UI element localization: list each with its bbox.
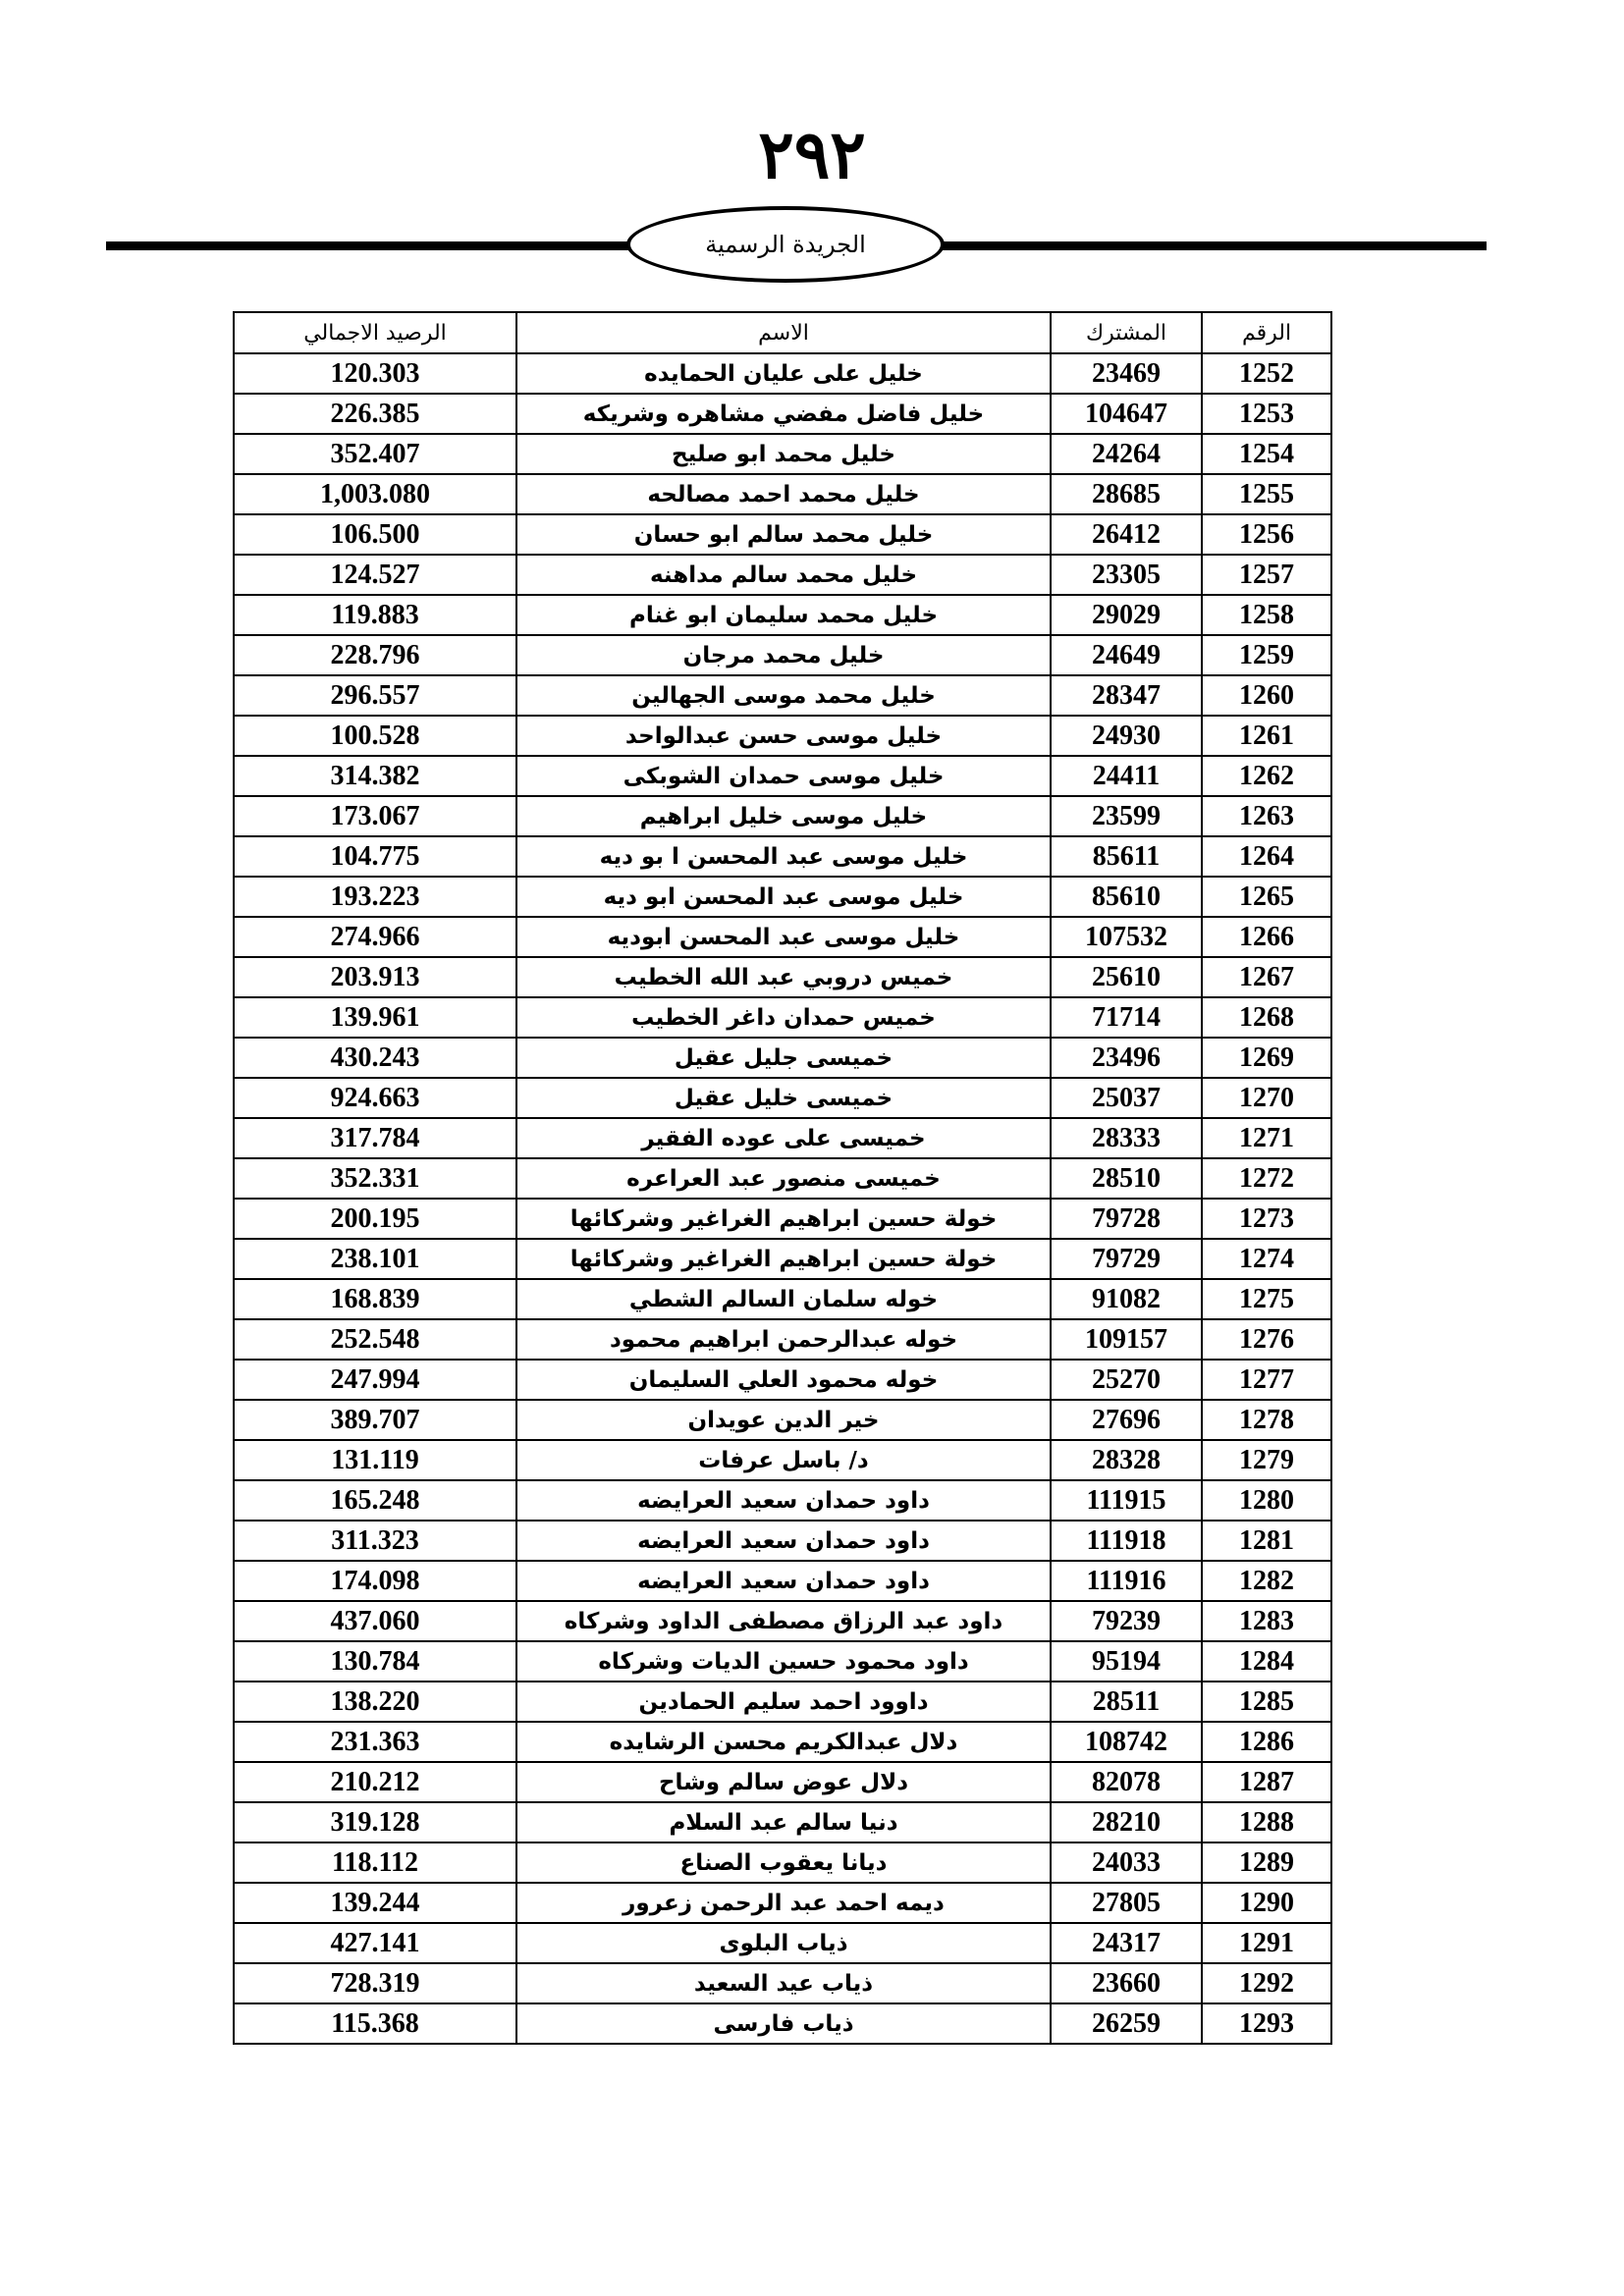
balance-cell: 130.784: [234, 1641, 516, 1682]
row-number-cell: 1268: [1202, 997, 1331, 1038]
table-row: [234, 1641, 1331, 1682]
name-cell: خليل محمد سليمان ابو غنام: [516, 595, 1051, 635]
subscriber-id-cell: 91082: [1051, 1279, 1202, 1319]
name-cell: خميسى خليل عقيل: [516, 1078, 1051, 1118]
column-header-number: الرقم: [1202, 312, 1331, 353]
subscriber-id-cell: 111918: [1051, 1521, 1202, 1561]
name-cell: دلال عبدالكريم محسن الرشايده: [516, 1722, 1051, 1762]
subscriber-id-cell: 27696: [1051, 1400, 1202, 1440]
table-row: [234, 1199, 1331, 1239]
subscriber-id-cell: 23496: [1051, 1038, 1202, 1078]
name-cell: ذياب فارسى: [516, 2003, 1051, 2044]
balance-cell: 174.098: [234, 1561, 516, 1601]
table-row: [234, 1440, 1331, 1480]
table-row: [234, 635, 1331, 675]
row-number-cell: 1256: [1202, 514, 1331, 555]
table-row: [234, 514, 1331, 555]
row-number-cell: 1269: [1202, 1038, 1331, 1078]
row-number-cell: 1262: [1202, 756, 1331, 796]
name-cell: خليل موسى حسن عبدالواحد: [516, 716, 1051, 756]
name-cell: خليل محمد سالم ابو حسان: [516, 514, 1051, 555]
name-cell: ديانا يعقوب الصناع: [516, 1842, 1051, 1883]
balance-cell: 389.707: [234, 1400, 516, 1440]
table-row: [234, 1239, 1331, 1279]
table-row: [234, 1762, 1331, 1802]
name-cell: خوله سلمان السالم الشطي: [516, 1279, 1051, 1319]
table-row: [234, 1883, 1331, 1923]
table-row: [234, 1480, 1331, 1521]
subscriber-id-cell: 79729: [1051, 1239, 1202, 1279]
name-cell: داود عبد الرزاق مصطفى الداود وشركاه: [516, 1601, 1051, 1641]
name-cell: خوله عبدالرحمن ابراهيم محمود: [516, 1319, 1051, 1360]
row-number-cell: 1283: [1202, 1601, 1331, 1641]
row-number-cell: 1272: [1202, 1158, 1331, 1199]
subscriber-id-cell: 24317: [1051, 1923, 1202, 1963]
name-cell: ذياب عيد السعيد: [516, 1963, 1051, 2003]
name-cell: خميسى جليل عقيل: [516, 1038, 1051, 1078]
name-cell: خليل محمد موسى الجهالين: [516, 675, 1051, 716]
table-row: [234, 1279, 1331, 1319]
column-header-subscriber: المشترك: [1051, 312, 1202, 353]
subscriber-id-cell: 107532: [1051, 917, 1202, 957]
table-row: [234, 1158, 1331, 1199]
balance-cell: 200.195: [234, 1199, 516, 1239]
row-number-cell: 1274: [1202, 1239, 1331, 1279]
subscriber-id-cell: 24411: [1051, 756, 1202, 796]
row-number-cell: 1279: [1202, 1440, 1331, 1480]
row-number-cell: 1290: [1202, 1883, 1331, 1923]
row-number-cell: 1277: [1202, 1360, 1331, 1400]
balance-cell: 193.223: [234, 877, 516, 917]
row-number-cell: 1280: [1202, 1480, 1331, 1521]
balance-cell: 120.303: [234, 353, 516, 394]
name-cell: خير الدين عويدان: [516, 1400, 1051, 1440]
row-number-cell: 1273: [1202, 1199, 1331, 1239]
balance-cell: 437.060: [234, 1601, 516, 1641]
subscriber-id-cell: 28685: [1051, 474, 1202, 514]
name-cell: د/ باسل عرفات: [516, 1440, 1051, 1480]
table-row: [234, 1802, 1331, 1842]
subscriber-id-cell: 28510: [1051, 1158, 1202, 1199]
subscriber-id-cell: 29029: [1051, 595, 1202, 635]
balance-cell: 314.382: [234, 756, 516, 796]
row-number-cell: 1287: [1202, 1762, 1331, 1802]
page-number: ٢٩٢: [758, 116, 866, 194]
name-cell: خليل موسى خليل ابراهيم: [516, 796, 1051, 836]
subscriber-id-cell: 82078: [1051, 1762, 1202, 1802]
row-number-cell: 1270: [1202, 1078, 1331, 1118]
balance-cell: 100.528: [234, 716, 516, 756]
row-number-cell: 1265: [1202, 877, 1331, 917]
table-row: [234, 1682, 1331, 1722]
row-number-cell: 1257: [1202, 555, 1331, 595]
table-row: [234, 1601, 1331, 1641]
table-row: [234, 1923, 1331, 1963]
balance-cell: 203.913: [234, 957, 516, 997]
row-number-cell: 1263: [1202, 796, 1331, 836]
balance-cell: 238.101: [234, 1239, 516, 1279]
name-cell: داوود احمد سليم الحمادين: [516, 1682, 1051, 1722]
balance-cell: 317.784: [234, 1118, 516, 1158]
balance-cell: 210.212: [234, 1762, 516, 1802]
balance-cell: 352.407: [234, 434, 516, 474]
name-cell: دنيا سالم عبد السلام: [516, 1802, 1051, 1842]
subscriber-id-cell: 26259: [1051, 2003, 1202, 2044]
table-row: [234, 957, 1331, 997]
table-row: [234, 353, 1331, 394]
table-row: [234, 1561, 1331, 1601]
gazette-title: الجريدة الرسمية: [705, 231, 866, 258]
balance-cell: 226.385: [234, 394, 516, 434]
name-cell: خميسى منصور عبد العراعره: [516, 1158, 1051, 1199]
subscriber-id-cell: 28347: [1051, 675, 1202, 716]
subscriber-balance-table: [233, 311, 1332, 2045]
table-row: [234, 1521, 1331, 1561]
balance-cell: 231.363: [234, 1722, 516, 1762]
subscriber-id-cell: 24033: [1051, 1842, 1202, 1883]
subscriber-id-cell: 28210: [1051, 1802, 1202, 1842]
subscriber-id-cell: 24264: [1051, 434, 1202, 474]
row-number-cell: 1278: [1202, 1400, 1331, 1440]
table-row: [234, 595, 1331, 635]
balance-cell: 131.119: [234, 1440, 516, 1480]
row-number-cell: 1293: [1202, 2003, 1331, 2044]
name-cell: ديمه احمد عبد الرحمن زعرور: [516, 1883, 1051, 1923]
row-number-cell: 1258: [1202, 595, 1331, 635]
subscriber-id-cell: 111915: [1051, 1480, 1202, 1521]
name-cell: خميسى على عوده الفقير: [516, 1118, 1051, 1158]
balance-cell: 139.244: [234, 1883, 516, 1923]
name-cell: خميس حمدان داغر الخطيب: [516, 997, 1051, 1038]
table-row: [234, 1118, 1331, 1158]
row-number-cell: 1282: [1202, 1561, 1331, 1601]
name-cell: داود محمود حسين الديات وشركاه: [516, 1641, 1051, 1682]
subscriber-id-cell: 25610: [1051, 957, 1202, 997]
balance-cell: 106.500: [234, 514, 516, 555]
name-cell: خليل موسى عبد المحسن ابو ديه: [516, 877, 1051, 917]
row-number-cell: 1281: [1202, 1521, 1331, 1561]
balance-cell: 138.220: [234, 1682, 516, 1722]
row-number-cell: 1260: [1202, 675, 1331, 716]
table-row: [234, 716, 1331, 756]
balance-cell: 124.527: [234, 555, 516, 595]
balance-cell: 728.319: [234, 1963, 516, 2003]
name-cell: خليل محمد احمد مصالحه: [516, 474, 1051, 514]
balance-cell: 104.775: [234, 836, 516, 877]
subscriber-id-cell: 111916: [1051, 1561, 1202, 1601]
subscriber-id-cell: 95194: [1051, 1641, 1202, 1682]
subscriber-id-cell: 27805: [1051, 1883, 1202, 1923]
subscriber-id-cell: 25270: [1051, 1360, 1202, 1400]
subscriber-id-cell: 23305: [1051, 555, 1202, 595]
row-number-cell: 1264: [1202, 836, 1331, 877]
balance-cell: 228.796: [234, 635, 516, 675]
row-number-cell: 1253: [1202, 394, 1331, 434]
row-number-cell: 1289: [1202, 1842, 1331, 1883]
table-row: [234, 2003, 1331, 2044]
gazette-title-oval: [626, 206, 945, 283]
table-row: [234, 1078, 1331, 1118]
subscriber-id-cell: 23599: [1051, 796, 1202, 836]
balance-cell: 430.243: [234, 1038, 516, 1078]
balance-cell: 352.331: [234, 1158, 516, 1199]
table-row: [234, 1963, 1331, 2003]
balance-cell: 168.839: [234, 1279, 516, 1319]
table-row: [234, 434, 1331, 474]
table-row: [234, 1400, 1331, 1440]
table-header-row: [234, 312, 1331, 353]
row-number-cell: 1271: [1202, 1118, 1331, 1158]
balance-cell: 252.548: [234, 1319, 516, 1360]
subscriber-id-cell: 79239: [1051, 1601, 1202, 1641]
subscriber-id-cell: 109157: [1051, 1319, 1202, 1360]
balance-cell: 296.557: [234, 675, 516, 716]
table-row: [234, 997, 1331, 1038]
table-row: [234, 474, 1331, 514]
subscriber-id-cell: 28511: [1051, 1682, 1202, 1722]
balance-cell: 165.248: [234, 1480, 516, 1521]
name-cell: داود حمدان سعيد العرايضه: [516, 1521, 1051, 1561]
subscriber-id-cell: 28328: [1051, 1440, 1202, 1480]
row-number-cell: 1255: [1202, 474, 1331, 514]
row-number-cell: 1291: [1202, 1923, 1331, 1963]
balance-cell: 311.323: [234, 1521, 516, 1561]
table-row: [234, 1722, 1331, 1762]
column-header-name: الاسم: [516, 312, 1051, 353]
table-body: [234, 353, 1331, 2044]
row-number-cell: 1259: [1202, 635, 1331, 675]
name-cell: خولة حسين ابراهيم الغراغير وشركائها: [516, 1239, 1051, 1279]
row-number-cell: 1261: [1202, 716, 1331, 756]
table-row: [234, 756, 1331, 796]
balance-cell: 173.067: [234, 796, 516, 836]
balance-cell: 924.663: [234, 1078, 516, 1118]
row-number-cell: 1275: [1202, 1279, 1331, 1319]
table-row: [234, 877, 1331, 917]
name-cell: خليل موسى عبد المحسن ابوديه: [516, 917, 1051, 957]
row-number-cell: 1252: [1202, 353, 1331, 394]
name-cell: خليل محمد سالم مداهنه: [516, 555, 1051, 595]
table-row: [234, 1038, 1331, 1078]
subscriber-id-cell: 24930: [1051, 716, 1202, 756]
subscriber-id-cell: 25037: [1051, 1078, 1202, 1118]
name-cell: خليل محمد ابو صليح: [516, 434, 1051, 474]
name-cell: خليل موسى حمدان الشوبكى: [516, 756, 1051, 796]
balance-cell: 274.966: [234, 917, 516, 957]
row-number-cell: 1276: [1202, 1319, 1331, 1360]
name-cell: خليل محمد مرجان: [516, 635, 1051, 675]
row-number-cell: 1284: [1202, 1641, 1331, 1682]
row-number-cell: 1267: [1202, 957, 1331, 997]
name-cell: ذياب البلوى: [516, 1923, 1051, 1963]
name-cell: خليل على عليان الحمايده: [516, 353, 1051, 394]
row-number-cell: 1285: [1202, 1682, 1331, 1722]
balance-cell: 319.128: [234, 1802, 516, 1842]
table-row: [234, 1842, 1331, 1883]
balance-cell: 1,003.080: [234, 474, 516, 514]
table-row: [234, 1360, 1331, 1400]
balance-cell: 427.141: [234, 1923, 516, 1963]
name-cell: خولة حسين ابراهيم الغراغير وشركائها: [516, 1199, 1051, 1239]
table-row: [234, 675, 1331, 716]
subscriber-id-cell: 108742: [1051, 1722, 1202, 1762]
table-row: [234, 555, 1331, 595]
subscriber-id-cell: 24649: [1051, 635, 1202, 675]
column-header-balance: الرصيد الاجمالي: [234, 312, 516, 353]
subscriber-id-cell: 26412: [1051, 514, 1202, 555]
balance-cell: 247.994: [234, 1360, 516, 1400]
row-number-cell: 1288: [1202, 1802, 1331, 1842]
subscriber-id-cell: 23660: [1051, 1963, 1202, 2003]
name-cell: خوله محمود العلي السليمان: [516, 1360, 1051, 1400]
row-number-cell: 1292: [1202, 1963, 1331, 2003]
table-row: [234, 1319, 1331, 1360]
row-number-cell: 1266: [1202, 917, 1331, 957]
subscriber-id-cell: 28333: [1051, 1118, 1202, 1158]
balance-cell: 139.961: [234, 997, 516, 1038]
balance-cell: 118.112: [234, 1842, 516, 1883]
subscriber-id-cell: 79728: [1051, 1199, 1202, 1239]
name-cell: خميس دروبي عبد الله الخطيب: [516, 957, 1051, 997]
balance-cell: 119.883: [234, 595, 516, 635]
name-cell: داود حمدان سعيد العرايضه: [516, 1480, 1051, 1521]
table-row: [234, 796, 1331, 836]
table-row: [234, 836, 1331, 877]
subscriber-id-cell: 23469: [1051, 353, 1202, 394]
name-cell: خليل موسى عبد المحسن ا بو ديه: [516, 836, 1051, 877]
subscriber-id-cell: 71714: [1051, 997, 1202, 1038]
table-row: [234, 917, 1331, 957]
name-cell: دلال عوض سالم وشاح: [516, 1762, 1051, 1802]
name-cell: خليل فاضل مفضي مشاهره وشريكه: [516, 394, 1051, 434]
table-row: [234, 394, 1331, 434]
subscriber-id-cell: 85611: [1051, 836, 1202, 877]
row-number-cell: 1254: [1202, 434, 1331, 474]
subscriber-id-cell: 104647: [1051, 394, 1202, 434]
balance-cell: 115.368: [234, 2003, 516, 2044]
name-cell: داود حمدان سعيد العرايضه: [516, 1561, 1051, 1601]
row-number-cell: 1286: [1202, 1722, 1331, 1762]
subscriber-id-cell: 85610: [1051, 877, 1202, 917]
